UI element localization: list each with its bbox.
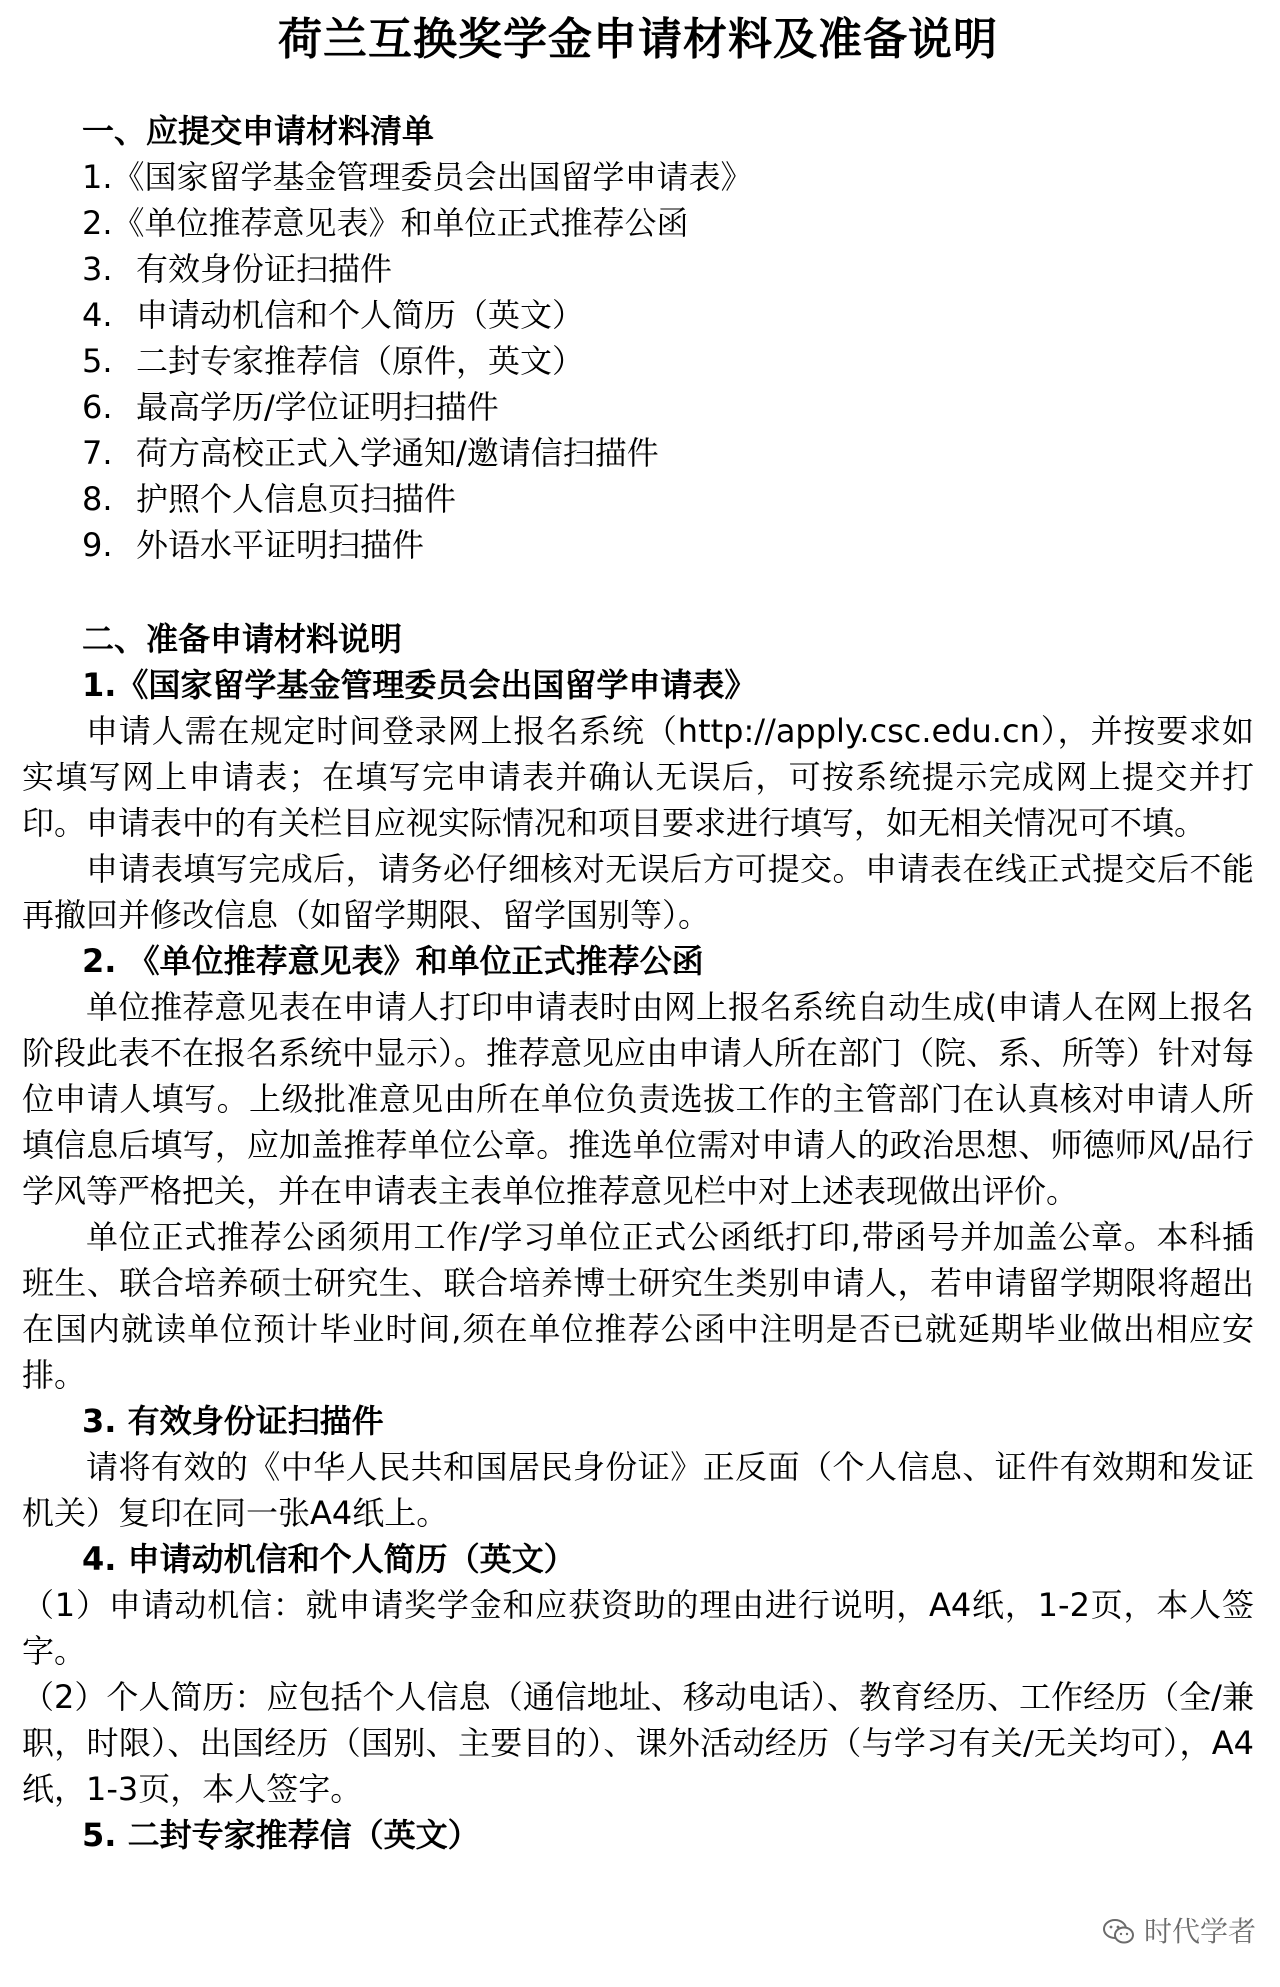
list-item-text: 二封专家推荐信（原件，英文）	[136, 342, 585, 380]
watermark	[1102, 1912, 1256, 1952]
list-item-text: 《单位推荐意见表》和单位正式推荐公函	[112, 204, 689, 242]
paragraph: 请将有效的《中华人民共和国居民身份证》正反面（个人信息、证件有效期和发证机关）复印在同一张A4纸上。	[22, 1448, 1254, 1532]
list-item-number: 1.	[82, 158, 113, 196]
subsection3-heading: 3. 有效身份证扫描件	[82, 1402, 384, 1440]
list-item-number: 4.	[82, 296, 113, 334]
list-item-text: 护照个人信息页扫描件	[136, 480, 457, 518]
section2-heading: 二、准备申请材料说明	[82, 620, 403, 658]
section-spacer	[22, 568, 1254, 616]
section1-heading: 一、应提交申请材料清单	[82, 112, 435, 150]
paragraph: （2）个人简历：应包括个人信息（通信地址、移动电话）、教育经历、工作经历（全/兼职，时限）、出国经历（国别、主要目的）、课外活动经历（与学习有关/无关均可），A4纸，1-3页，本人签字。	[22, 1678, 1254, 1808]
paragraph: 单位正式推荐公函须用工作/学习单位正式公函纸打印,带函号并加盖公章。本科插班生、联合培养硕士研究生、联合培养博士研究生类别申请人，若申请留学期限将超出在国内就读单位预计毕业时间,须在单位推荐公函中注明是否已就延期毕业做出相应安排。	[22, 1218, 1254, 1394]
list-item-number: 2.	[82, 204, 113, 242]
list-item	[82, 476, 1254, 522]
list-item-text: 荷方高校正式入学通知/邀请信扫描件	[136, 434, 659, 472]
subsection1-heading: 1.《国家留学基金管理委员会出国留学申请表》	[82, 666, 757, 704]
list-item	[82, 200, 1254, 246]
list-item-text: 最高学历/学位证明扫描件	[136, 388, 499, 426]
list-item-number: 7.	[82, 434, 113, 472]
list-item-number: 8.	[82, 480, 113, 518]
list-item-number: 9.	[82, 526, 113, 564]
subsection4-heading: 4. 申请动机信和个人简历（英文）	[82, 1540, 576, 1578]
list-item	[82, 154, 1254, 200]
list-item	[82, 292, 1254, 338]
list-item-number: 5.	[82, 342, 113, 380]
subsection2-heading: 2. 《单位推荐意见表》和单位正式推荐公函	[82, 942, 704, 980]
watermark-text: 时代学者	[1143, 1915, 1256, 1948]
list-item-text: 《国家留学基金管理委员会出国留学申请表》	[112, 158, 753, 196]
list-item-text: 有效身份证扫描件	[136, 250, 393, 288]
list-item	[82, 384, 1254, 430]
list-item-number: 6.	[82, 388, 113, 426]
list-item	[82, 430, 1254, 476]
list-item-text: 申请动机信和个人简历（英文）	[136, 296, 585, 334]
paragraph: 单位推荐意见表在申请人打印申请表时由网上报名系统自动生成(申请人在网上报名阶段此表不在报名系统中显示）。推荐意见应由申请人所在部门（院、系、所等）针对每位申请人填写。上级批准意见由所在单位负责选拔工作的主管部门在认真核对申请人所填信息后填写，应加盖推荐单位公章。推选单位需对申请人的政治思想、师德师风/品行学风等严格把关，并在申请表主表单位推荐意见栏中对上述表现做出评价。	[22, 988, 1255, 1210]
wechat-icon	[1102, 1917, 1136, 1947]
subsection5-heading: 5. 二封专家推荐信（英文）	[82, 1816, 480, 1854]
list-item	[82, 246, 1254, 292]
page-title: 荷兰互换奖学金申请材料及准备说明	[278, 14, 998, 65]
paragraph: （1）申请动机信：就申请奖学金和应获资助的理由进行说明，A4纸，1-2页，本人签字。	[22, 1586, 1254, 1670]
list-item	[82, 338, 1254, 384]
paragraph: 申请表填写完成后，请务必仔细核对无误后方可提交。申请表在线正式提交后不能再撤回并修改信息（如留学期限、留学国别等）。	[22, 850, 1254, 934]
list-item-text: 外语水平证明扫描件	[136, 526, 425, 564]
list-item-number: 3.	[82, 250, 113, 288]
paragraph: 申请人需在规定时间登录网上报名系统（http://apply.csc.edu.cn），并按要求如实填写网上申请表；在填写完申请表并确认无误后，可按系统提示完成网上提交并打印。申请表中的有关栏目应视实际情况和项目要求进行填写，如无相关情况可不填。	[22, 712, 1254, 842]
list-item	[82, 522, 1254, 568]
